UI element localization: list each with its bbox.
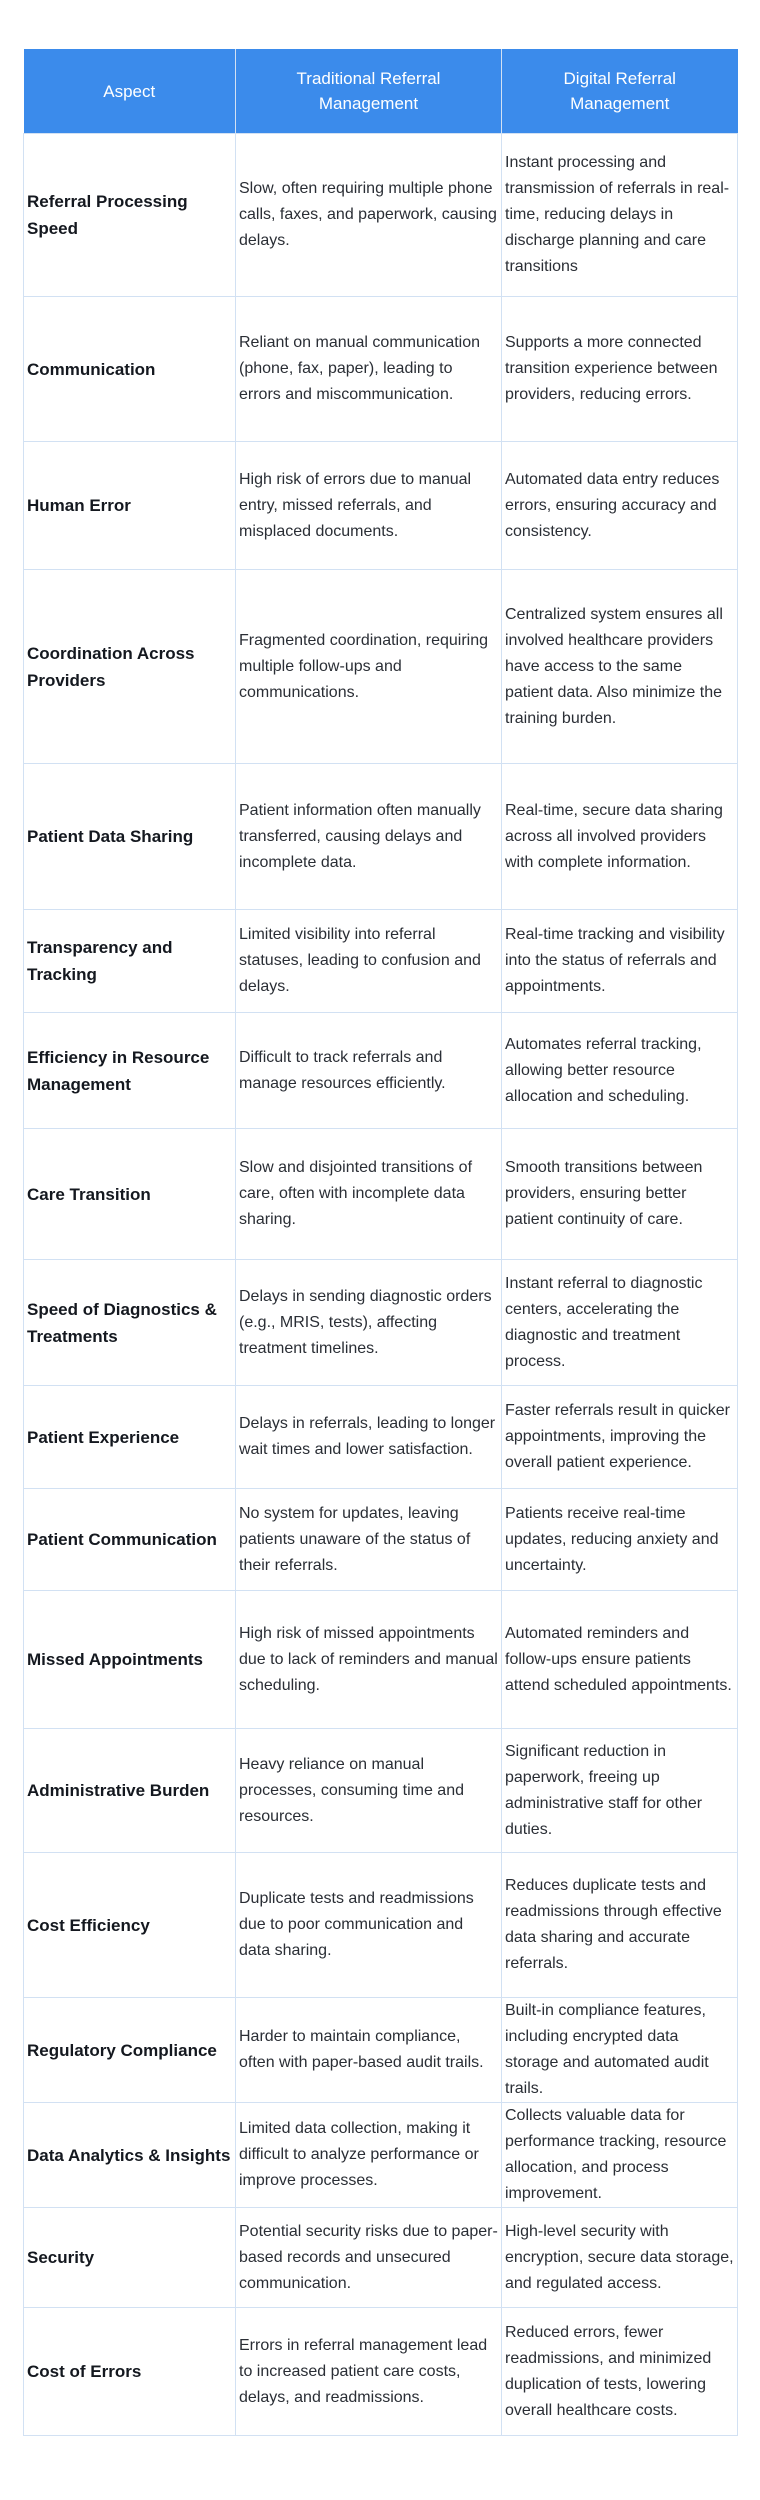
traditional-cell: Slow and disjointed transitions of care, often with incomplete data sharing. bbox=[236, 1129, 502, 1260]
table-row bbox=[24, 1998, 738, 2103]
table-row bbox=[24, 1260, 738, 1386]
traditional-cell: Potential security risks due to paper-based records and unsecured communication. bbox=[236, 2208, 502, 2308]
table-row bbox=[24, 1591, 738, 1729]
traditional-cell: Errors in referral management lead to increased patient care costs, delays, and readmissions. bbox=[236, 2308, 502, 2436]
aspect-cell: Missed Appointments bbox=[24, 1591, 236, 1729]
header-row bbox=[24, 49, 738, 134]
traditional-cell: No system for updates, leaving patients unaware of the status of their referrals. bbox=[236, 1489, 502, 1591]
digital-cell: Reduces duplicate tests and readmissions through effective data sharing and accurate referrals. bbox=[502, 1853, 738, 1998]
traditional-cell: Slow, often requiring multiple phone calls, faxes, and paperwork, causing delays. bbox=[236, 134, 502, 297]
traditional-cell: Delays in sending diagnostic orders (e.g., MRIS, tests), affecting treatment timelines. bbox=[236, 1260, 502, 1386]
digital-cell: Smooth transitions between providers, ensuring better patient continuity of care. bbox=[502, 1129, 738, 1260]
traditional-cell: Delays in referrals, leading to longer wait times and lower satisfaction. bbox=[236, 1386, 502, 1489]
aspect-cell: Human Error bbox=[24, 442, 236, 570]
digital-cell: Collects valuable data for performance tracking, resource allocation, and process improvement. bbox=[502, 2103, 738, 2208]
traditional-cell: Heavy reliance on manual processes, consuming time and resources. bbox=[236, 1729, 502, 1853]
digital-cell: Automates referral tracking, allowing better resource allocation and scheduling. bbox=[502, 1013, 738, 1129]
digital-cell: Faster referrals result in quicker appointments, improving the overall patient experience. bbox=[502, 1386, 738, 1489]
table-row bbox=[24, 297, 738, 442]
table-row bbox=[24, 764, 738, 910]
digital-cell: Real-time, secure data sharing across all involved providers with complete information. bbox=[502, 764, 738, 910]
digital-cell: Built-in compliance features, including encrypted data storage and automated audit trails. bbox=[502, 1998, 738, 2103]
header-traditional: Traditional Referral Management bbox=[236, 49, 502, 134]
digital-cell: Significant reduction in paperwork, freeing up administrative staff for other duties. bbox=[502, 1729, 738, 1853]
table-row bbox=[24, 2308, 738, 2436]
table-body bbox=[24, 134, 738, 2436]
table-row bbox=[24, 2103, 738, 2208]
aspect-cell: Cost Efficiency bbox=[24, 1853, 236, 1998]
digital-cell: Supports a more connected transition experience between providers, reducing errors. bbox=[502, 297, 738, 442]
traditional-cell: Limited data collection, making it difficult to analyze performance or improve processes. bbox=[236, 2103, 502, 2208]
digital-cell: Instant processing and transmission of referrals in real-time, reducing delays in discharge planning and care transitions bbox=[502, 134, 738, 297]
digital-cell: Reduced errors, fewer readmissions, and minimized duplication of tests, lowering overall healthcare costs. bbox=[502, 2308, 738, 2436]
traditional-cell: Duplicate tests and readmissions due to poor communication and data sharing. bbox=[236, 1853, 502, 1998]
table-row bbox=[24, 1729, 738, 1853]
table-row bbox=[24, 1013, 738, 1129]
table-row bbox=[24, 2208, 738, 2308]
digital-cell: Patients receive real-time updates, reducing anxiety and uncertainty. bbox=[502, 1489, 738, 1591]
comparison-table-container bbox=[23, 49, 737, 2436]
comparison-table bbox=[23, 49, 738, 2436]
table-header bbox=[24, 49, 738, 134]
table-row bbox=[24, 1129, 738, 1260]
aspect-cell: Communication bbox=[24, 297, 236, 442]
digital-cell: Centralized system ensures all involved healthcare providers have access to the same patient data. Also minimize the training burden. bbox=[502, 570, 738, 764]
table-row bbox=[24, 442, 738, 570]
digital-cell: High-level security with encryption, secure data storage, and regulated access. bbox=[502, 2208, 738, 2308]
digital-cell: Automated data entry reduces errors, ensuring accuracy and consistency. bbox=[502, 442, 738, 570]
aspect-cell: Regulatory Compliance bbox=[24, 1998, 236, 2103]
header-aspect: Aspect bbox=[24, 49, 236, 134]
traditional-cell: Harder to maintain compliance, often with paper-based audit trails. bbox=[236, 1998, 502, 2103]
digital-cell: Automated reminders and follow-ups ensure patients attend scheduled appointments. bbox=[502, 1591, 738, 1729]
aspect-cell: Security bbox=[24, 2208, 236, 2308]
aspect-cell: Patient Communication bbox=[24, 1489, 236, 1591]
header-digital: Digital Referral Management bbox=[502, 49, 738, 134]
digital-cell: Instant referral to diagnostic centers, accelerating the diagnostic and treatment process. bbox=[502, 1260, 738, 1386]
aspect-cell: Administrative Burden bbox=[24, 1729, 236, 1853]
aspect-cell: Patient Experience bbox=[24, 1386, 236, 1489]
aspect-cell: Patient Data Sharing bbox=[24, 764, 236, 910]
digital-cell: Real-time tracking and visibility into the status of referrals and appointments. bbox=[502, 910, 738, 1013]
table-row bbox=[24, 1386, 738, 1489]
aspect-cell: Care Transition bbox=[24, 1129, 236, 1260]
aspect-cell: Efficiency in Resource Management bbox=[24, 1013, 236, 1129]
aspect-cell: Cost of Errors bbox=[24, 2308, 236, 2436]
table-row bbox=[24, 910, 738, 1013]
traditional-cell: Patient information often manually transferred, causing delays and incomplete data. bbox=[236, 764, 502, 910]
aspect-cell: Data Analytics & Insights bbox=[24, 2103, 236, 2208]
traditional-cell: High risk of missed appointments due to lack of reminders and manual scheduling. bbox=[236, 1591, 502, 1729]
traditional-cell: Reliant on manual communication (phone, fax, paper), leading to errors and miscommunication. bbox=[236, 297, 502, 442]
traditional-cell: Difficult to track referrals and manage resources efficiently. bbox=[236, 1013, 502, 1129]
aspect-cell: Referral Processing Speed bbox=[24, 134, 236, 297]
aspect-cell: Speed of Diagnostics & Treatments bbox=[24, 1260, 236, 1386]
traditional-cell: Limited visibility into referral statuses, leading to confusion and delays. bbox=[236, 910, 502, 1013]
aspect-cell: Coordination Across Providers bbox=[24, 570, 236, 764]
table-row bbox=[24, 134, 738, 297]
traditional-cell: High risk of errors due to manual entry, missed referrals, and misplaced documents. bbox=[236, 442, 502, 570]
table-row bbox=[24, 1489, 738, 1591]
table-row bbox=[24, 570, 738, 764]
table-row bbox=[24, 1853, 738, 1998]
aspect-cell: Transparency and Tracking bbox=[24, 910, 236, 1013]
traditional-cell: Fragmented coordination, requiring multiple follow-ups and communications. bbox=[236, 570, 502, 764]
